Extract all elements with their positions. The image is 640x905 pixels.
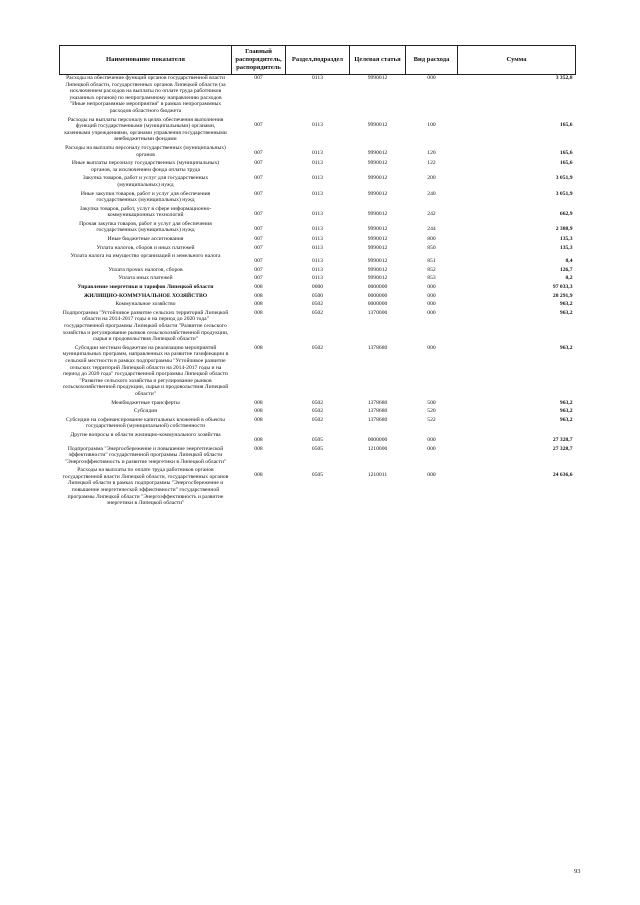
table-row xyxy=(60,467,576,509)
cell-exp: 000 xyxy=(427,445,436,452)
cell-target: 9990012 xyxy=(367,190,388,197)
cell-exp: 800 xyxy=(427,236,436,243)
cell-section: 0113 xyxy=(312,266,323,273)
cell-exp: 000 xyxy=(427,284,436,291)
cell-section: 0113 xyxy=(312,190,323,197)
table-row xyxy=(60,145,576,160)
cell-sum: 662,9 xyxy=(559,210,573,217)
cell-exp: 000 xyxy=(427,309,436,316)
header-expense-type: Вид расхода xyxy=(406,46,458,75)
cell-admin: 007 xyxy=(254,244,263,251)
cell-target: 1210011 xyxy=(367,472,388,479)
table-row xyxy=(60,75,576,117)
cell-target: 9990012 xyxy=(367,175,388,182)
cell-target: 9990012 xyxy=(367,258,388,265)
table-row xyxy=(60,191,576,206)
cell-exp: 000 xyxy=(427,472,436,479)
cell-target: 1378680 xyxy=(367,416,388,423)
cell-target: 9990012 xyxy=(367,149,388,156)
cell-target: 0000000 xyxy=(367,284,388,291)
cell-name: Субсидии на софинансирование капитальных вложений в объекты государственной (муниципальной) собственности xyxy=(66,416,225,430)
table-row xyxy=(60,236,576,245)
table-row xyxy=(60,400,576,409)
cell-name: Закупка товаров, работ и услуг для государственных (муниципальных) нужд xyxy=(82,175,209,188)
table-row xyxy=(60,446,576,468)
table-row xyxy=(60,221,576,236)
cell-section: 0113 xyxy=(312,225,323,232)
cell-admin: 007 xyxy=(254,210,263,217)
cell-section: 0113 xyxy=(312,244,323,251)
cell-admin: 008 xyxy=(254,408,263,415)
cell-target: 9990012 xyxy=(367,121,388,128)
cell-exp: 244 xyxy=(427,225,436,232)
cell-admin: 007 xyxy=(254,149,263,156)
cell-admin: 007 xyxy=(254,175,263,182)
table-row xyxy=(60,245,576,254)
cell-name: Коммунальное хозяйство xyxy=(115,301,176,308)
cell-target: 0000000 xyxy=(367,436,388,443)
cell-exp: 850 xyxy=(427,244,436,251)
cell-target: 1370000 xyxy=(367,309,388,316)
cell-section: 0113 xyxy=(312,236,323,243)
cell-name: Управление энергетики и тарифов Липецкой области xyxy=(77,284,214,291)
cell-sum: 27 328,7 xyxy=(552,436,573,443)
header-section: Раздел,подраздел xyxy=(286,46,350,75)
cell-admin: 008 xyxy=(254,309,263,316)
cell-exp: 000 xyxy=(427,75,436,81)
cell-target: 9990012 xyxy=(367,210,388,217)
cell-admin: 008 xyxy=(254,416,263,423)
cell-sum: 165,6 xyxy=(559,149,573,156)
page-number: 93 xyxy=(574,868,581,875)
cell-section: 0113 xyxy=(312,121,323,128)
cell-exp: 522 xyxy=(427,416,436,423)
cell-name: Расходы на выплаты по оплате труда работников органов государственной власти Липецкой области, государственных органов Липецкой области в рамках подпрограммы "Энергосбережение и повышение энергетической эффективности" государственной программы Липецкой области "Энергоэффективность и развитие энергетики в Липецкой области" xyxy=(62,467,229,507)
cell-section: 0502 xyxy=(311,309,324,316)
cell-target: 9990012 xyxy=(367,266,388,273)
cell-section: 0113 xyxy=(312,149,323,156)
cell-sum: 165,6 xyxy=(559,121,573,128)
cell-sum: 963,2 xyxy=(559,301,573,308)
cell-target: 9990012 xyxy=(367,236,388,243)
cell-sum: 963,2 xyxy=(559,309,573,316)
cell-admin: 008 xyxy=(254,445,263,452)
table-row xyxy=(60,275,576,284)
cell-section: 0113 xyxy=(312,75,323,81)
cell-exp: 520 xyxy=(427,408,436,415)
cell-sum: 3 051,9 xyxy=(555,175,573,182)
cell-sum: 0,2 xyxy=(565,275,573,282)
table-header-row xyxy=(60,46,576,75)
cell-sum: 963,2 xyxy=(559,416,573,423)
cell-section: 0502 xyxy=(311,344,324,351)
cell-sum: 28 291,9 xyxy=(552,292,573,299)
cell-admin: 007 xyxy=(254,160,263,167)
cell-target: 9990012 xyxy=(367,75,388,81)
table-row xyxy=(60,284,576,293)
cell-exp: 852 xyxy=(427,266,436,273)
cell-sum: 135,3 xyxy=(559,244,573,251)
cell-admin: 008 xyxy=(254,399,263,406)
cell-exp: 200 xyxy=(427,175,436,182)
cell-sum: 963,2 xyxy=(559,344,573,351)
table-row xyxy=(60,160,576,175)
cell-section: 0502 xyxy=(311,399,324,406)
cell-exp: 853 xyxy=(427,275,436,282)
cell-section: 0113 xyxy=(312,258,323,265)
table-row xyxy=(60,175,576,190)
cell-name: Иные бюджетные ассигнования xyxy=(107,236,184,243)
cell-name: Расходы на обеспечение функций органов государственной власти Липецкой области, государственных органов Липецкой области (за исключением расходов на выплаты по оплате труда работников указанных органов) по непрограммному направлению расходов "Иные непрограммные мероприятия" в рамках непрограммных расходов областного бюджета xyxy=(65,75,226,114)
cell-sum: 24 636,6 xyxy=(552,472,573,479)
cell-name: Уплата иных платежей xyxy=(118,275,173,282)
cell-admin: 007 xyxy=(254,225,263,232)
cell-name: Закупка товаров, работ, услуг в сфере информационно-коммуникационных технологий xyxy=(79,205,212,219)
budget-table xyxy=(59,45,576,509)
table-row xyxy=(60,206,576,221)
cell-sum: 126,7 xyxy=(559,266,573,273)
cell-section: 0113 xyxy=(312,175,323,182)
cell-target: 9990012 xyxy=(367,275,388,282)
cell-name: Подпрограмма "Энергосбережение и повышение энергетической эффективности" государственной программы Липецкой области "Энергоэффективность и развитие энергетики в Липецкой области" xyxy=(64,445,227,465)
cell-exp: 500 xyxy=(427,399,436,406)
cell-name: Уплата налога на имущество организаций и земельного налога xyxy=(70,253,221,260)
cell-admin: 008 xyxy=(254,284,263,291)
cell-name: Уплата прочих налогов, сборов xyxy=(108,266,183,273)
cell-admin: 008 xyxy=(254,301,263,308)
cell-exp: 242 xyxy=(427,210,436,217)
cell-sum: 2 388,9 xyxy=(555,225,573,232)
cell-admin: 007 xyxy=(254,190,263,197)
cell-target: 0000000 xyxy=(367,292,388,299)
header-sum: Сумма xyxy=(458,46,576,75)
table-row xyxy=(60,345,576,400)
cell-sum: 963,2 xyxy=(559,408,573,415)
cell-section: 0502 xyxy=(311,301,324,308)
cell-admin: 007 xyxy=(254,75,263,81)
table-body xyxy=(60,75,576,509)
cell-exp: 000 xyxy=(427,292,436,299)
cell-sum: 97 033,3 xyxy=(552,284,573,291)
cell-section: 0113 xyxy=(312,160,323,167)
table-row xyxy=(60,117,576,145)
cell-name: Межбюджетные трансферты xyxy=(111,399,180,406)
cell-target: 9990012 xyxy=(367,160,388,167)
cell-section: 0505 xyxy=(311,472,324,479)
cell-name: ЖИЛИЩНО-КОММУНАЛЬНОЕ ХОЗЯЙСТВО xyxy=(83,292,208,299)
cell-sum: 8,4 xyxy=(565,258,573,265)
header-name: Наименование показателя xyxy=(60,46,232,75)
cell-target: 1378680 xyxy=(367,408,388,415)
cell-name: Уплата налогов, сборов и иных платежей xyxy=(96,244,195,251)
cell-target: 0000000 xyxy=(367,301,388,308)
cell-admin: 007 xyxy=(254,121,263,128)
cell-section: 0505 xyxy=(311,436,324,443)
header-target: Целевая статья xyxy=(350,46,406,75)
table-row xyxy=(60,408,576,417)
cell-sum: 135,3 xyxy=(559,236,573,243)
cell-admin: 008 xyxy=(254,472,263,479)
cell-section: 0113 xyxy=(312,210,323,217)
cell-sum: 27 328,7 xyxy=(552,445,573,452)
cell-admin: 008 xyxy=(254,292,263,299)
cell-sum: 3 051,9 xyxy=(555,190,573,197)
cell-name: Субсидии xyxy=(133,408,158,415)
cell-exp: 000 xyxy=(427,436,436,443)
cell-exp: 120 xyxy=(427,149,436,156)
cell-exp: 851 xyxy=(427,258,436,265)
cell-admin: 007 xyxy=(254,266,263,273)
cell-target: 9990012 xyxy=(367,225,388,232)
cell-exp: 122 xyxy=(427,160,436,167)
document-page xyxy=(59,45,575,509)
cell-name: Субсидии местным бюджетам на реализацию мероприятий муниципальных программ, направленных на развитие газификации в сельской местности в рамках подпрограммы "Устойчивое развитие сельских территорий Липецкой области на 2014-2017 годы и на период до 2020 года" государственной программы Липецкой области "Развитие сельского хозяйства и регулирование рынков сельскохозяйственной продукции, сырья и продовольствия Липецкой области" xyxy=(62,344,229,397)
cell-admin: 007 xyxy=(254,258,263,265)
cell-name: Расходы на выплаты персоналу государственных (муниципальных) органов xyxy=(65,144,226,158)
cell-sum: 3 352,8 xyxy=(555,75,573,81)
cell-exp: 000 xyxy=(427,344,436,351)
cell-admin: 008 xyxy=(254,344,263,351)
table-row xyxy=(60,253,576,267)
cell-section: 0500 xyxy=(311,292,324,299)
table-row xyxy=(60,417,576,432)
cell-name: Иные выплаты персоналу государственных (муниципальных) органов, за исключением фонда оплаты труда xyxy=(71,160,220,173)
cell-section: 0502 xyxy=(311,408,324,415)
cell-name: Другие вопросы в области жилищно-коммунального хозяйства xyxy=(70,431,221,438)
cell-target: 1378680 xyxy=(367,344,388,351)
cell-section: 0505 xyxy=(311,445,324,452)
cell-exp: 240 xyxy=(427,190,436,197)
cell-target: 1210000 xyxy=(367,445,388,452)
table-row xyxy=(60,432,576,446)
table-row xyxy=(60,293,576,302)
cell-name: Подпрограмма "Устойчивое развитие сельских территорий Липецкой области на 2014-2017 годы и на период до 2020 года" государственной программы Липецкой области "Развитие сельского хозяйства и регулирование рынков сельскохозяйственной продукции, сырья и продовольствия Липецкой области" xyxy=(62,309,229,343)
cell-admin: 008 xyxy=(254,436,263,443)
cell-section: 0000 xyxy=(311,284,324,291)
table-row xyxy=(60,310,576,345)
cell-sum: 963,2 xyxy=(559,399,573,406)
cell-target: 1378680 xyxy=(367,399,388,406)
cell-admin: 007 xyxy=(254,236,263,243)
header-admin: Главный распорядитель, распорядитель xyxy=(232,46,286,75)
cell-exp: 000 xyxy=(427,301,436,308)
cell-admin: 007 xyxy=(254,275,263,282)
cell-section: 0502 xyxy=(311,416,324,423)
cell-target: 9990012 xyxy=(367,244,388,251)
cell-name: Иные закупки товаров, работ и услуг для обеспечения государственных (муниципальных) нужд xyxy=(80,190,211,204)
cell-section: 0113 xyxy=(312,275,323,282)
cell-name: Прочая закупка товаров, работ и услуг для обеспечения государственных (муниципальных) нужд xyxy=(79,220,212,234)
cell-name: Расходы на выплаты персоналу в целях обеспечения выполнения функций государственными (муниципальными) органами, казенными учреждениями, органами управления государственными внебюджетными фондами xyxy=(64,116,227,143)
cell-exp: 100 xyxy=(427,121,436,128)
cell-sum: 165,6 xyxy=(559,160,573,167)
table-row xyxy=(60,301,576,310)
